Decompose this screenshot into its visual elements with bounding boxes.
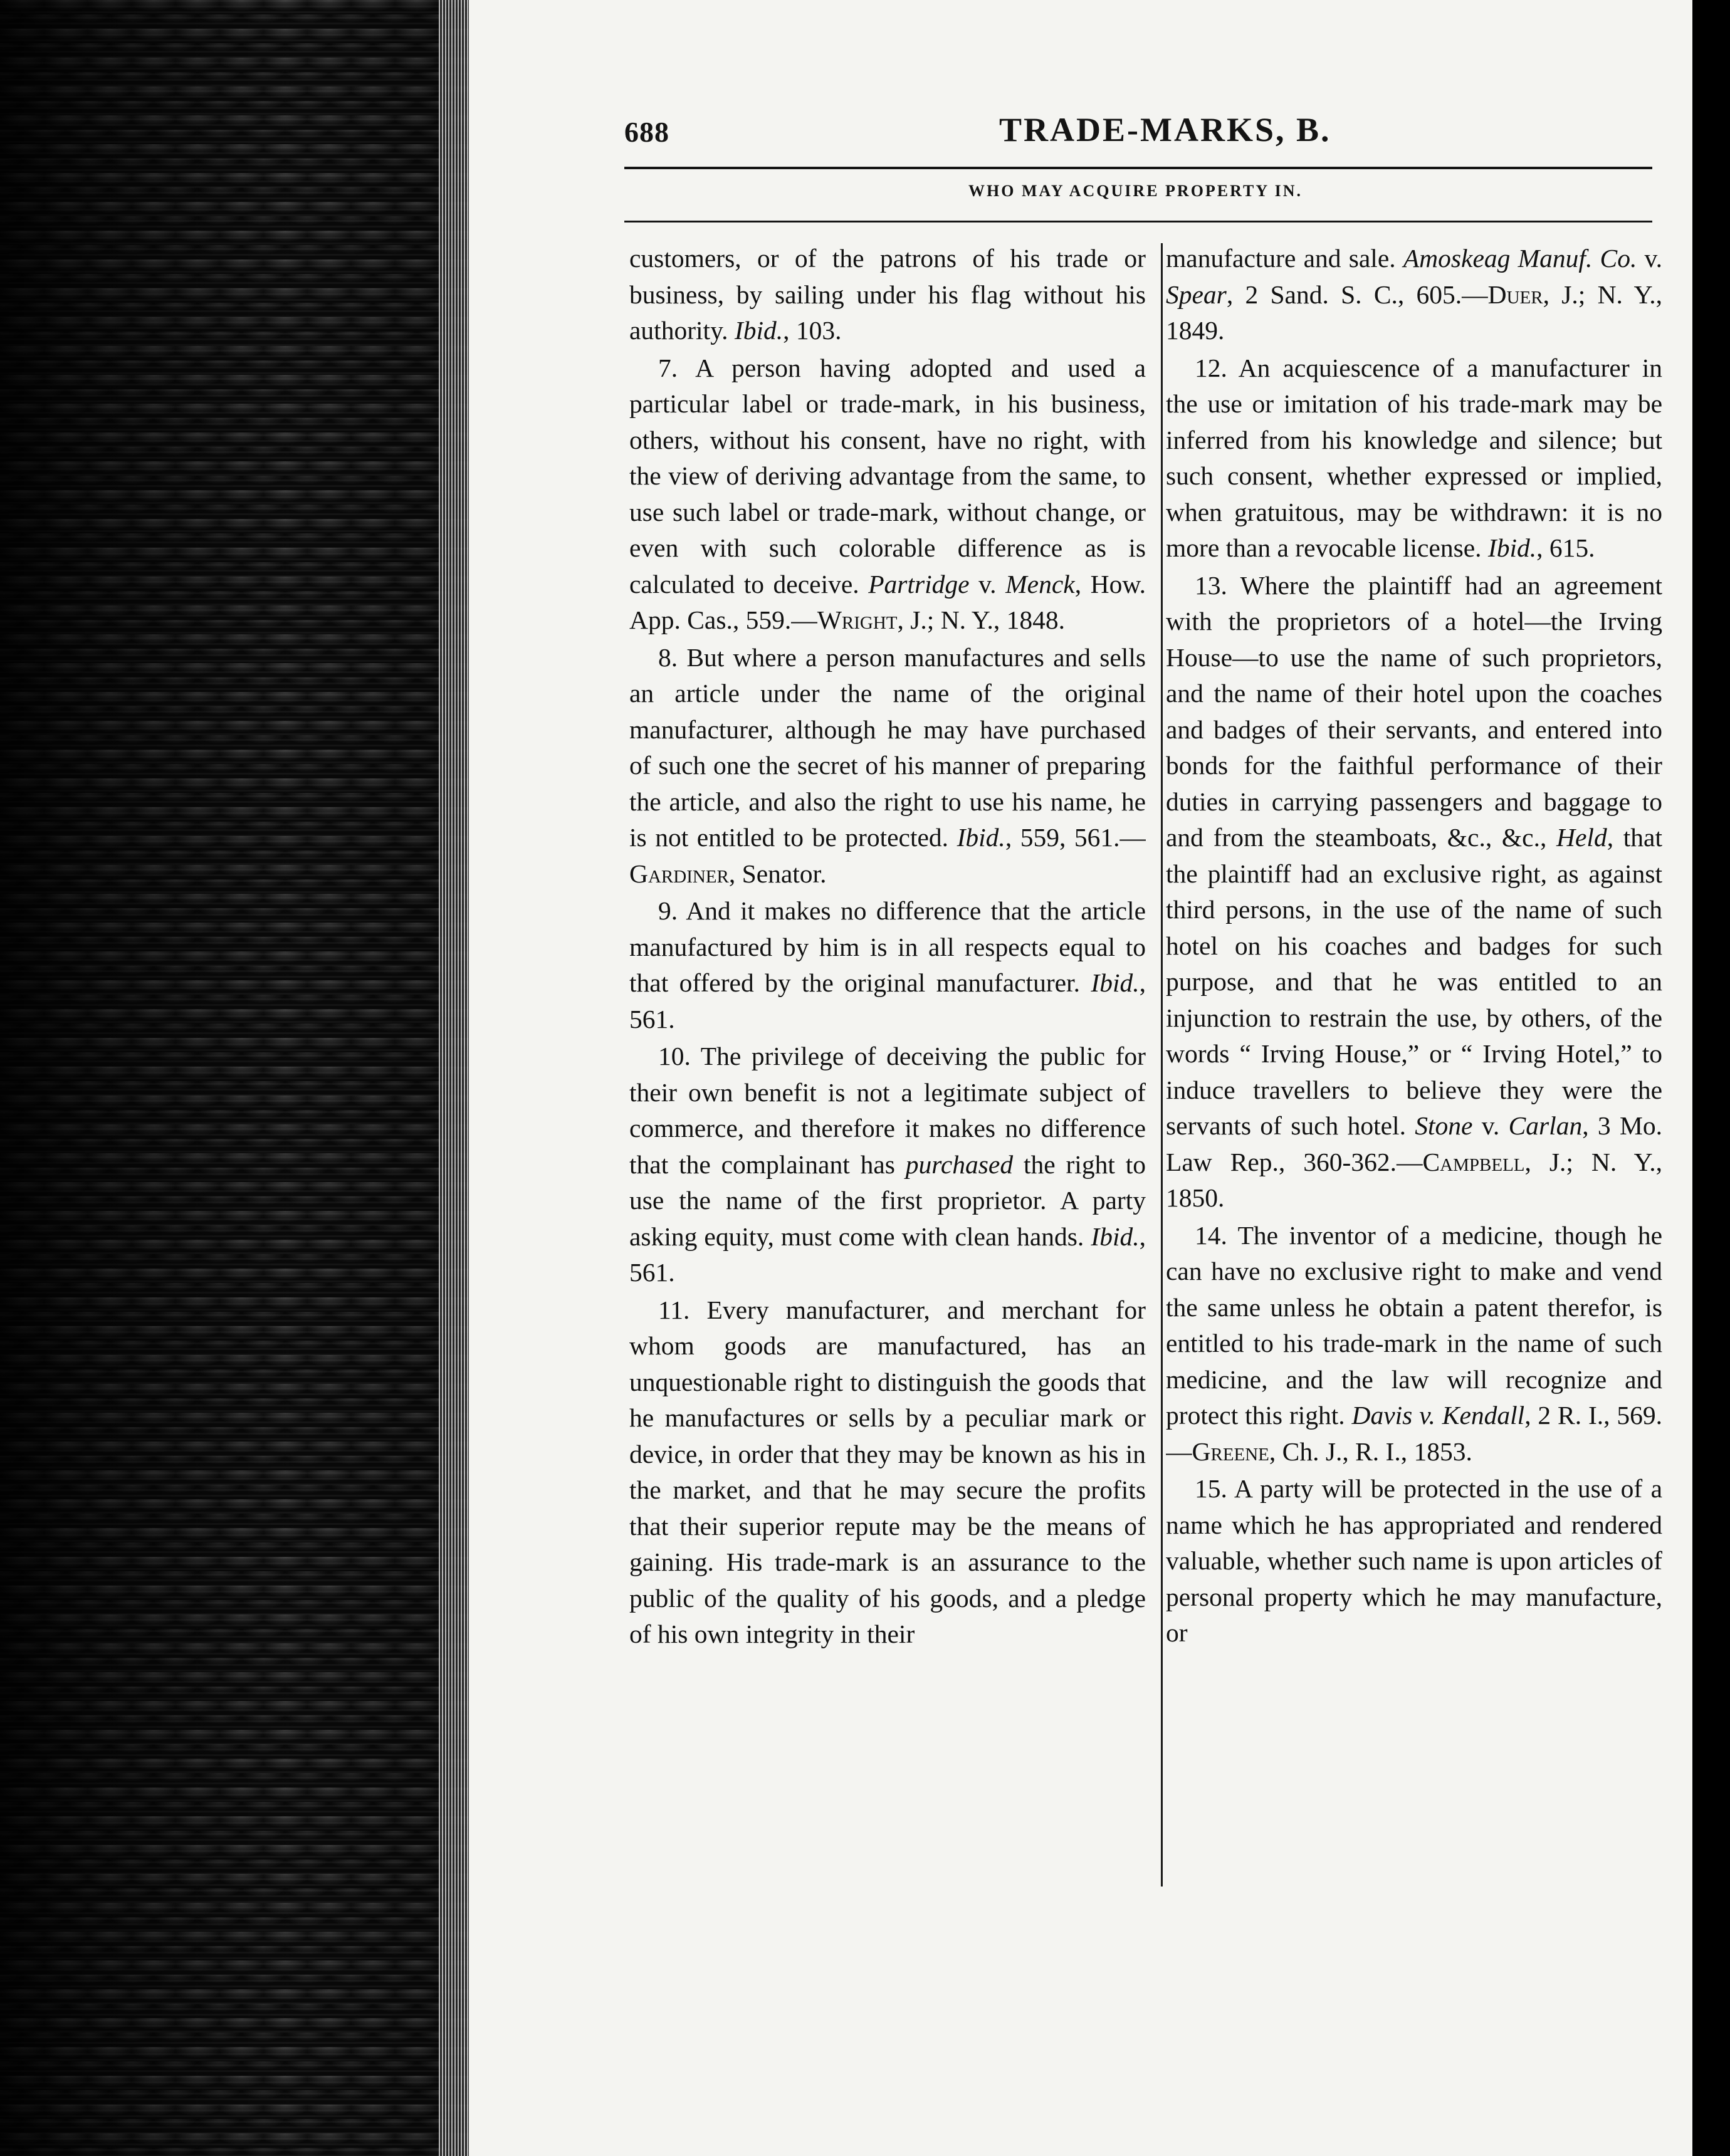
judge-name: Wright [817,605,898,634]
page-edges-gutter [439,0,469,2156]
header-rule-bottom [624,221,1652,222]
paragraph-number: 13. [1195,570,1240,600]
header-rule-top [624,167,1652,169]
endpaper-shadow [0,0,476,2156]
paragraph-continuation: manufacture and sale. Amoskeag Manuf. Co. v. Spear, 2 Sand. S. C., 605.—Duer, J.; N. Y., 1849. [1166,244,1662,345]
case-name: Carlan [1508,1111,1583,1140]
running-title: TRADE-MARKS, B. [999,111,1331,149]
case-name: Stone [1415,1111,1473,1140]
paragraph-number: 15. [1195,1474,1234,1503]
scan-border-right [1692,0,1730,2156]
paragraph-number: 9. [658,896,686,925]
paragraph-number: 12. [1195,353,1239,382]
paragraph-number: 8. [658,642,687,672]
citation: Ibid. [1091,968,1140,997]
paragraph-7: 7. A person having adopted and used a particular label or trade-mark, in his business, others, without his consent, have no right, with the view of deriving advantage from the same, to use such label or trade-mark, without change, or even with such colorable difference as is calculated to deceive. Partridge v. Menck, How. App. Cas., 559.—Wright, J.; N. Y., 1848. [629,353,1146,634]
section-heading: WHO MAY ACQUIRE PROPERTY IN. [968,182,1303,200]
page-number: 688 [624,116,669,148]
citation: Ibid. [957,823,1005,852]
judge-name: Campbell [1422,1147,1525,1176]
held-term: Held [1556,823,1607,852]
case-name: Amoskeag Manuf. Co. [1403,244,1637,273]
case-name: Partridge [868,569,970,599]
judge-name: Duer [1487,280,1543,309]
citation: Ibid. [1091,1222,1140,1251]
paragraph-number: 14. [1195,1220,1238,1250]
citation: Ibid. [734,316,784,345]
paragraph-continuation: customers, or of the patrons of his trade or business, by sailing under his flag without his authority. Ibid., 103. [629,244,1146,345]
paragraph-13: 13. Where the plaintiff had an agreement with the proprietors of a hotel—the Irving House—to use the name of such proprietors, and the name of their hotel upon the coaches and badges of their servants, and entered into bonds for the faithful performance of their duties in carrying passengers and baggage to and from the steamboats, &c., &c., Held, that the plaintiff had an exclusive right, as against third persons, in the use of the name of such hotel on his coaches and badges for such purpose, and that he was entitled to an injunction to restrain the use, by others, of the words “ Irving House,” or “ Irving Hotel,” to induce travellers to believe they were the servants of such hotel. Stone v. Carlan, 3 Mo. Law Rep., 360-362.—Campbell, J.; N. Y., 1850. [1166,570,1662,1212]
judge-name: Greene [1192,1436,1269,1466]
paragraph-11: 11. Every manufacturer, and merchant for whom goods are manufactured, has an unquestionable right to distinguish the goods that he manufactures or sells by a peculiar mark or device, in order that they may be known as his in the market, and that he may secure the profits that their superior repute may be the means of gaining. His trade-mark is an assurance to the public of the quality of his goods, and a pledge of his own integrity in their [629,1295,1146,1648]
paragraph-12: 12. An acquiescence of a manufacturer in the use or imitation of his trade-mark may be inferred from his knowledge and silence; but such consent, whether expressed or implied, when gratuitous, may be withdrawn: it is no more than a revocable license. Ibid., 615. [1166,353,1662,562]
paragraph-number: 10. [658,1042,701,1070]
case-name: Spear [1166,280,1227,309]
case-name: Menck [1005,569,1075,599]
citation: Ibid. [1487,533,1537,562]
judge-name: Gardiner [629,859,729,888]
case-name: Davis v. Kendall [1351,1401,1525,1430]
paragraph-8: 8. But where a person manufactures and sells an article under the name of the original manufacturer, although he may have purchased of such one the secret of his manner of preparing the article, and also the right to use his name, he is not entitled to be protected. Ibid., 559, 561.—Gardiner, Senator. [629,642,1146,888]
paragraph-14: 14. The inventor of a medicine, though he can have no exclusive right to make and vend the same unless he obtain a patent therefor, is entitled to his trade-mark in the name of such medicine, and the law will recognize and protect this right. Davis v. Kendall, 2 R. I., 569.—Greene, Ch. J., R. I., 1853. [1166,1220,1662,1466]
column-divider [1161,243,1163,1886]
paragraph-15: 15. A party will be protected in the use of a name which he has appropriated and rendered valuable, whether such name is upon articles of personal property which he may manufacture, or [1166,1474,1662,1647]
left-column [629,241,1146,1895]
emphasis: purchased [905,1149,1014,1179]
paragraph-number: 7. [658,353,696,382]
right-column [1166,241,1662,1895]
paragraph-number: 11. [658,1295,707,1324]
paragraph-10: 10. The privilege of deceiving the public for their own benefit is not a legitimate subject of commerce, and therefore it makes no difference that the complainant has purchased the right to use the name of the first proprietor. A party asking equity, must come with clean hands. Ibid., 561. [629,1042,1146,1287]
paragraph-9: 9. And it makes no difference that the article manufactured by him is in all respects equal to that offered by the original manufacturer. Ibid., 561. [629,896,1146,1034]
